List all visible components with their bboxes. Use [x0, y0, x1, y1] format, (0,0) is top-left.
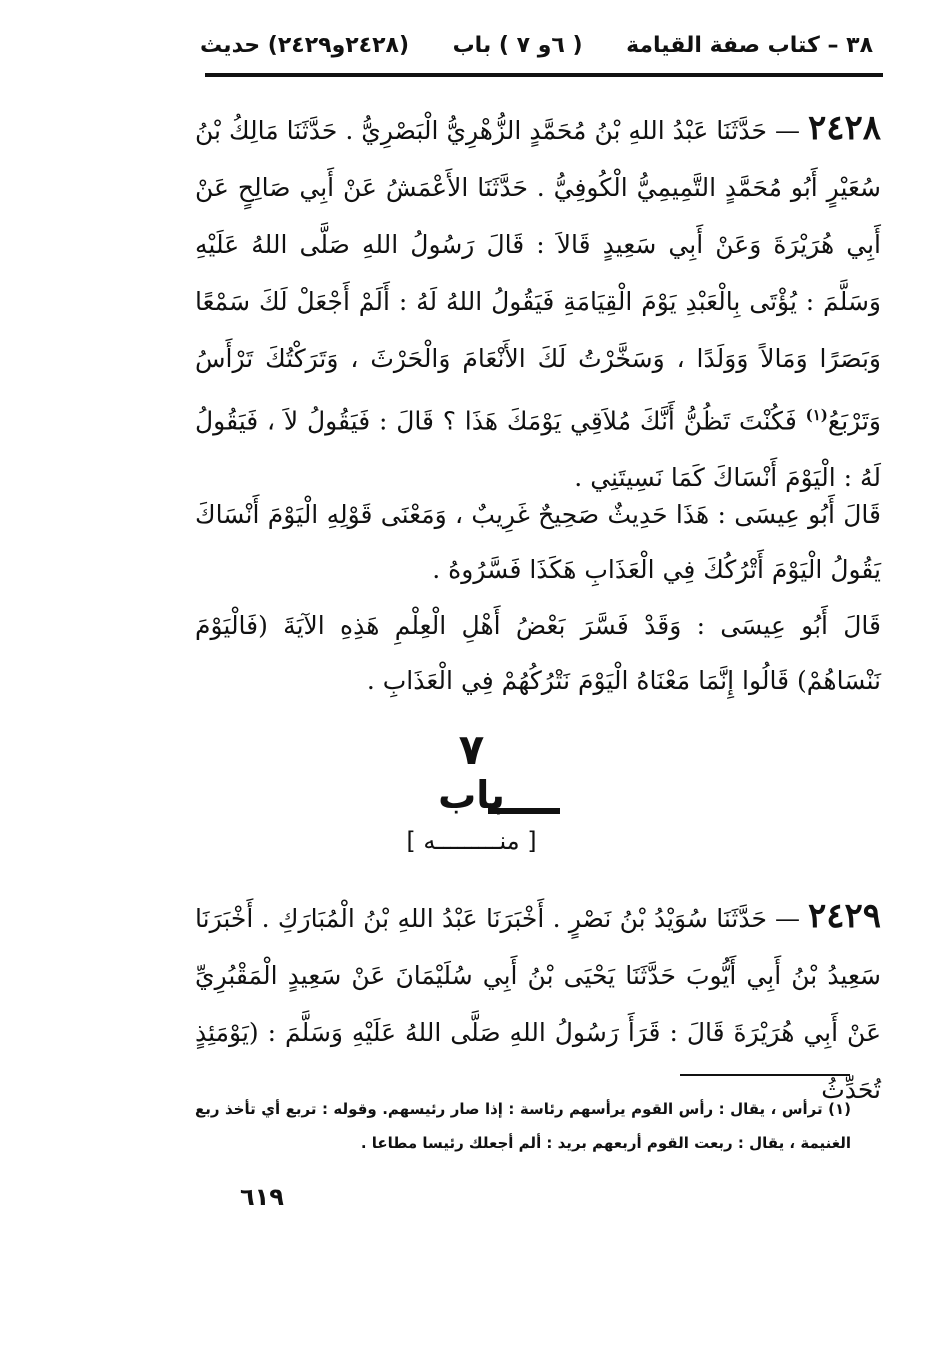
header-book-title: ٣٨ – كتاب صفة القيامة — [626, 32, 873, 58]
header-chapter: ( ٦و ٧ ) باب — [452, 32, 583, 58]
header-rule — [205, 73, 883, 77]
hadith-text-continued: فَكُنْتَ تَظُنُّ أَنَّكَ مُلاَقِي يَوْمَكَ هَذَا ؟ قَالَ : فَيَقُولُ لاَ ، فَيَقُولُ لَهُ : الْيَوْمَ أَنْسَاكَ كَمَا نَسِيتَنِي . — [195, 406, 881, 493]
footnote: (١) ترأس ، يقال : رأس القوم يرأسهم رئاسة : إذا صار رئيسهم. وقوله : تربع أي تأخذ ربع الغنيمة ، يقال : ربعت القوم أربعهم بريد : ألم أجعلك رئيسا مطاعا . — [195, 1100, 851, 1152]
commentary-paragraph-2: قَالَ أَبُو عِيسَى : وَقَدْ فَسَّرَ بَعْضُ أَهْلِ الْعِلْمِ هَذِهِ الآيَةَ (فَالْيَوْمَ نَنْسَاهُمْ) قَالُوا إِنَّمَا مَعْنَاهُ الْيَوْمَ نَتْرُكُهُمْ فِي الْعَذَابِ . — [195, 611, 881, 695]
page-number: ٦١٩ — [240, 1183, 284, 1211]
header-hadith-range: (٢٤٢٨و٢٤٢٩) حديث — [200, 32, 410, 58]
footnote-separator — [680, 1074, 850, 1076]
chapter-title-underline — [488, 808, 560, 814]
hadith-2429 — [195, 888, 881, 1118]
commentary-paragraph: قَالَ أَبُو عِيسَى : هَذَا حَدِيثٌ صَحِيحٌ غَرِيبٌ ، وَمَعْنَى قَوْلِهِ الْيَوْمَ أَنْسَاكَ يَقُولُ الْيَوْمَ أَتْرُكُكَ فِي الْعَذَابِ هَكَذَا فَسَّرُوهُ . — [195, 500, 881, 584]
chapter-subtitle: [ منـــــــــه ] — [406, 827, 537, 855]
footnote-reference: (١) — [805, 406, 828, 424]
running-header — [200, 25, 873, 65]
hadith-text-2: حَدَّثَنَا سُوَيْدُ بْنُ نَصْرٍ . أَخْبَرَنَا عَبْدُ اللهِ بْنُ الْمُبَارَكِ . أَخْبَرَنَا سَعِيدُ بْنُ أَبِي أَيُّوبَ حَدَّثَنَا يَحْيَى بْنُ أَبِي سُلَيْمَانَ عَنْ سَعِيدٍ الْمَقْبُرِيِّ عَنْ أَبِي هُرَيْرَةَ قَالَ : قَرَأَ رَسُولُ اللهِ صَلَّى اللهُ عَلَيْهِ وَسَلَّمَ : (يَوْمَئِذٍ تُحَدِّثُ — [195, 904, 881, 1104]
hadith-number-2: ٢٤٢٩ — [807, 896, 881, 936]
hadith-2428 — [195, 100, 881, 506]
chapter-title: باب — [438, 773, 505, 817]
chapter-number: ٧ — [458, 725, 485, 774]
dash-2: — — [774, 904, 800, 933]
hadith-number: ٢٤٢٨ — [807, 108, 881, 148]
hadith-text: حَدَّثَنَا عَبْدُ اللهِ بْنُ مُحَمَّدٍ الزُّهْرِيُّ الْبَصْرِيُّ . حَدَّثَنَا مَالِكُ بْنُ سُعَيْرٍ أَبُو مُحَمَّدٍ التَّمِيمِيُّ الْكُوفِيُّ . حَدَّثَنَا الأَعْمَشُ عَنْ أَبِي صَالِحٍ عَنْ أَبِي هُرَيْرَةَ وَعَنْ أَبِي سَعِيدٍ قَالاَ : قَالَ رَسُولُ اللهِ صَلَّى اللهُ عَلَيْهِ وَسَلَّمَ : يُؤْتَى بِالْعَبْدِ يَوْمَ الْقِيَامَةِ فَيَقُولُ اللهُ لَهُ : أَلَمْ أَجْعَلْ لَكَ سَمْعًا وَبَصَرًا وَمَالاً وَوَلَدًا ، وَسَخَّرْتُ لَكَ الأَنْعَامَ وَالْحَرْثَ ، وَتَرَكْتُكَ تَرْأَسُ وَتَرْبَعُ — [195, 116, 881, 436]
dash: — — [774, 116, 800, 145]
